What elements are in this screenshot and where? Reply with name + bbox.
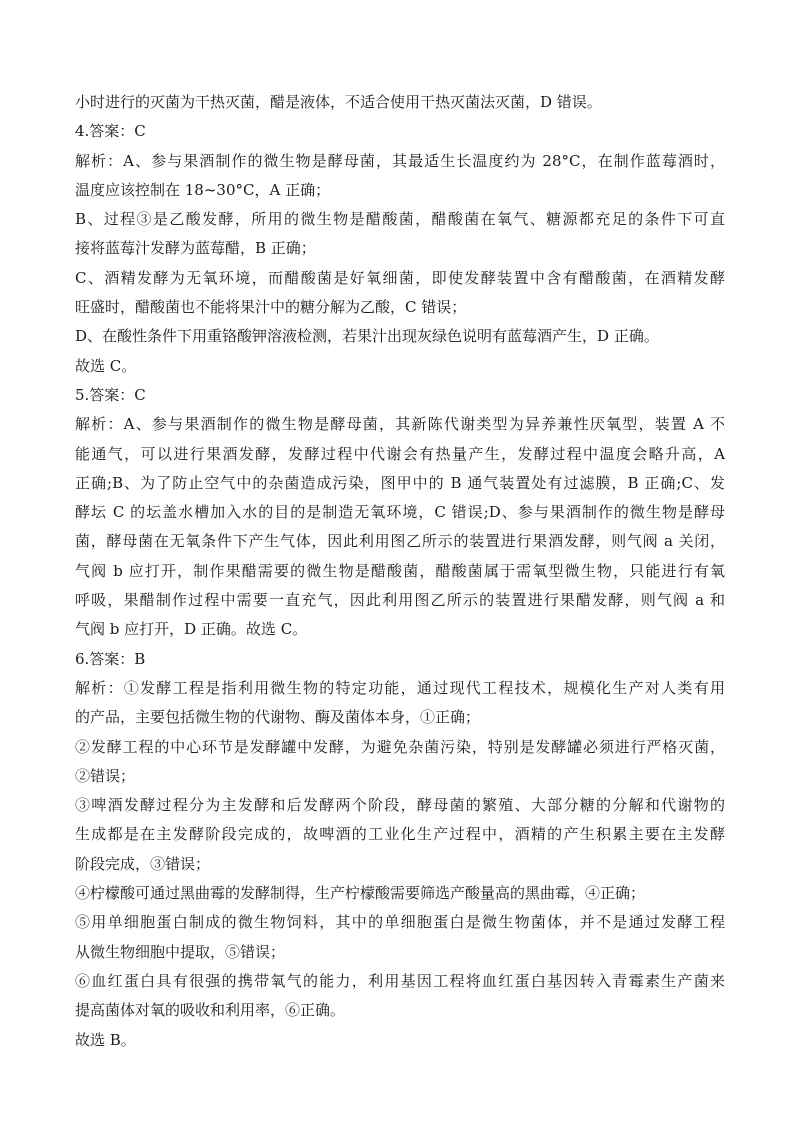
text-line: B、过程③是乙酸发酵，所用的微生物是醋酸菌，醋酸菌在氧气、糖源都充足的条件下可直 (75, 210, 725, 229)
text-line: 呼吸，果醋制作过程中需要一直充气，因此利用图乙所示的装置进行果醋发酵，则气阀 a 和 (75, 591, 725, 610)
text-line: 解析：①发酵工程是指利用微生物的特定功能，通过现代工程技术，规模化生产对人类有用 (75, 678, 725, 697)
text-line: 解析：A、参与果酒制作的微生物是酵母菌，其最适生长温度约为 28°C，在制作蓝莓酒时， (75, 151, 725, 170)
text-line: 正确;B、为了防止空气中的杂菌造成污染，图甲中的 B 通气装置处有过滤膜，B 正确;C、发 (75, 473, 725, 492)
text-line: ⑤用单细胞蛋白制成的微生物饲料，其中的单细胞蛋白是微生物菌体，并不是通过发酵工程 (75, 913, 725, 932)
text-line: 菌，酵母菌在无氧条件下产生气体，因此利用图乙所示的装置进行果酒发酵，则气阀 a 关闭， (75, 532, 725, 551)
text-line: ③啤酒发酵过程分为主发酵和后发酵两个阶段，酵母菌的繁殖、大部分糖的分解和代谢物的 (75, 796, 725, 815)
text-line: 生成都是在主发酵阶段完成的，故啤酒的工业化生产过程中，酒精的产生积累主要在主发酵 (75, 825, 725, 844)
text-line: 5.答案：C (75, 385, 146, 404)
text-line: 阶段完成，③错误； (75, 854, 211, 873)
text-line: ④柠檬酸可通过黑曲霉的发酵制得，生产柠檬酸需要筛选产酸量高的黑曲霉，④正确； (75, 884, 646, 903)
text-line: ②发酵工程的中心环节是发酵罐中发酵，为避免杂菌污染，特别是发酵罐必须进行严格灭菌， (75, 737, 725, 756)
document-page (75, 92, 725, 1059)
text-line: 能通气，可以进行果酒发酵，发酵过程中代谢会有热量产生，发酵过程中温度会略升高，A (75, 444, 725, 463)
text-line: D、在酸性条件下用重铬酸钾溶液检测，若果汁出现灰绿色说明有蓝莓酒产生，D 正确。 (75, 327, 659, 346)
text-line: 温度应该控制在 18~30°C，A 正确； (75, 180, 331, 199)
text-line: 6.答案：B (75, 649, 146, 668)
text-line: 故选 B。 (75, 1030, 136, 1049)
text-line: 解析：A、参与果酒制作的微生物是酵母菌，其新陈代谢类型为异养兼性厌氧型，装置 A 不 (75, 415, 725, 434)
text-line: 提高菌体对氧的吸收和利用率，⑥正确。 (75, 1001, 346, 1020)
text-line: 故选 C。 (75, 356, 137, 375)
text-line: 气阀 b 应打开，D 正确。故选 C。 (75, 620, 308, 639)
text-line: 4.答案：C (75, 122, 146, 141)
text-line: 的产品，主要包括微生物的代谢物、酶及菌体本身，①正确； (75, 708, 481, 727)
text-line: 酵坛 C 的坛盖水槽加入水的目的是制造无氧环境，C 错误;D、参与果酒制作的微生物是酵母 (75, 503, 725, 522)
text-line: 气阀 b 应打开，制作果醋需要的微生物是醋酸菌，醋酸菌属于需氧型微生物，只能进行有氧 (75, 561, 725, 580)
text-line: 接将蓝莓汁发酵为蓝莓醋，B 正确； (75, 239, 316, 258)
text-line: 小时进行的灭菌为干热灭菌，醋是液体，不适合使用干热灭菌法灭菌，D 错误。 (75, 93, 602, 111)
text-line: ⑥血红蛋白具有很强的携带氧气的能力，利用基因工程将血红蛋白基因转入青霉素生产菌来 (75, 971, 725, 990)
text-line: ②错误； (75, 766, 136, 785)
text-line: 从微生物细胞中提取，⑤错误； (75, 942, 286, 961)
text-line: C、酒精发酵为无氧环境，而醋酸菌是好氧细菌，即使发酵装置中含有醋酸菌，在酒精发酵 (75, 268, 725, 287)
text-line: 旺盛时，醋酸菌也不能将果汁中的糖分解为乙酸，C 错误； (75, 298, 467, 317)
